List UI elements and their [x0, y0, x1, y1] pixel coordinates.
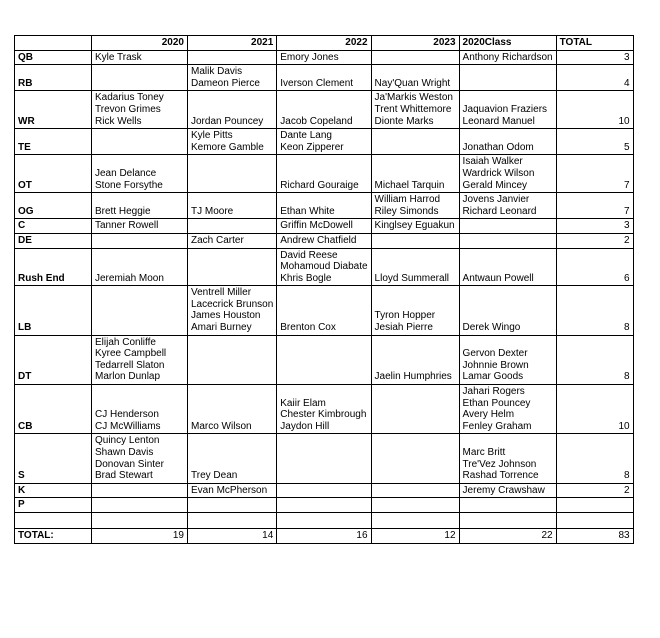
- player-cell: [371, 219, 459, 234]
- player-cell: [371, 286, 459, 335]
- player-name: Tre'Vez Johnson: [462, 458, 537, 470]
- row-total: 10: [556, 91, 633, 129]
- row-total: 3: [556, 50, 633, 65]
- total-2021: 14: [188, 528, 277, 543]
- table-row: [15, 193, 634, 219]
- player-cell: [92, 335, 188, 384]
- player-name: Jordan Pouncey: [191, 115, 264, 127]
- player-name: Jonathan Odom: [462, 141, 534, 153]
- totals-label: TOTAL:: [15, 528, 92, 543]
- player-cell: [459, 498, 556, 513]
- player-name: Iverson Clement: [280, 77, 354, 89]
- player-name: Marco Wilson: [191, 420, 252, 432]
- table-row: [15, 129, 634, 155]
- player-cell: [92, 219, 188, 234]
- player-cell: [277, 50, 371, 65]
- player-name: Nay'Quan Wright: [374, 77, 451, 89]
- player-name: Gerald Mincey: [462, 179, 528, 191]
- player-name: Brad Stewart: [95, 470, 153, 482]
- player-cell: [459, 434, 556, 483]
- player-cell: [459, 233, 556, 248]
- player-name: Dante Lang: [280, 130, 332, 142]
- player-cell: [459, 193, 556, 219]
- position-cell: CB: [15, 385, 92, 434]
- player-cell: [188, 129, 277, 155]
- total-2022: 16: [277, 528, 371, 543]
- player-name: Derek Wingo: [462, 322, 521, 334]
- table-row: [15, 385, 634, 434]
- row-total: [556, 498, 633, 513]
- header-row: [15, 36, 634, 51]
- position-cell: WR: [15, 91, 92, 129]
- player-cell: [277, 483, 371, 498]
- player-name: Jaydon Hill: [280, 420, 330, 432]
- position-cell: RB: [15, 65, 92, 91]
- position-cell: OG: [15, 193, 92, 219]
- player-cell: [371, 434, 459, 483]
- player-name: David Reese: [280, 249, 338, 261]
- player-cell: [188, 219, 277, 234]
- player-name: Gervon Dexter: [462, 348, 528, 360]
- player-cell: [277, 219, 371, 234]
- player-name: CJ Henderson: [95, 409, 159, 421]
- player-name: Andrew Chatfield: [280, 234, 357, 246]
- player-name: Kyle Trask: [95, 51, 142, 63]
- player-cell: [371, 248, 459, 286]
- row-total: 10: [556, 385, 633, 434]
- player-name: Anthony Richardson: [462, 51, 553, 63]
- player-cell: [188, 65, 277, 91]
- position-cell: OT: [15, 155, 92, 193]
- table-row: [15, 434, 634, 483]
- total-2020class: 22: [459, 528, 556, 543]
- player-cell: [92, 286, 188, 335]
- row-total: 8: [556, 434, 633, 483]
- player-cell: [188, 498, 277, 513]
- player-name: Kyle Pitts: [191, 130, 233, 142]
- player-cell: [188, 483, 277, 498]
- header-2022: 2022: [277, 36, 371, 51]
- player-name: Amari Burney: [191, 322, 252, 334]
- player-name: Kaiir Elam: [280, 397, 326, 409]
- table-row: [15, 498, 634, 513]
- player-name: Fenley Graham: [462, 420, 532, 432]
- player-cell: [371, 193, 459, 219]
- player-cell: [277, 385, 371, 434]
- player-name: Mohamoud Diabate: [280, 261, 368, 273]
- player-cell: [188, 385, 277, 434]
- player-cell: [459, 248, 556, 286]
- player-cell: [459, 91, 556, 129]
- total-grand: 83: [556, 528, 633, 543]
- player-name: Brenton Cox: [280, 322, 336, 334]
- player-cell: [277, 155, 371, 193]
- player-cell: [371, 233, 459, 248]
- spacer-row: [15, 512, 634, 528]
- table-row: [15, 248, 634, 286]
- player-name: Malik Davis: [191, 66, 243, 78]
- player-cell: [92, 50, 188, 65]
- row-total: 8: [556, 286, 633, 335]
- position-cell: Rush End: [15, 248, 92, 286]
- player-name: Richard Leonard: [462, 205, 537, 217]
- player-cell: [459, 385, 556, 434]
- player-cell: [188, 335, 277, 384]
- player-name: Jovens Janvier: [462, 194, 530, 206]
- player-cell: [188, 434, 277, 483]
- player-name: Evan McPherson: [191, 484, 268, 496]
- position-cell: DT: [15, 335, 92, 384]
- player-cell: [277, 129, 371, 155]
- player-name: Shawn Davis: [95, 447, 154, 458]
- player-cell: [277, 434, 371, 483]
- player-name: CJ McWilliams: [95, 420, 161, 432]
- player-name: Kemore Gamble: [191, 141, 264, 153]
- table-row: [15, 335, 634, 384]
- position-cell: DE: [15, 233, 92, 248]
- player-name: Marc Britt: [462, 447, 506, 458]
- player-name: Isaiah Walker: [462, 156, 523, 168]
- player-name: Jahari Rogers: [462, 386, 525, 398]
- player-cell: [92, 193, 188, 219]
- player-name: Jeremiah Moon: [95, 272, 164, 284]
- player-cell: [188, 248, 277, 286]
- player-cell: [459, 483, 556, 498]
- player-cell: [277, 248, 371, 286]
- player-name: Dionte Marks: [374, 115, 434, 127]
- player-name: Stone Forsythe: [95, 179, 163, 191]
- player-name: Lacecrick Brunson: [191, 298, 274, 310]
- table-row: [15, 233, 634, 248]
- player-name: Chester Kimbrough: [280, 409, 367, 421]
- player-cell: [277, 498, 371, 513]
- player-name: Jeremy Crawshaw: [462, 484, 545, 496]
- player-cell: [277, 65, 371, 91]
- position-cell: TE: [15, 129, 92, 155]
- player-name: Jaelin Humphries: [374, 371, 452, 383]
- player-name: Antwaun Powell: [462, 272, 534, 284]
- player-name: Jean Delance: [95, 167, 157, 179]
- row-total: 4: [556, 65, 633, 91]
- player-cell: [371, 65, 459, 91]
- player-name: Jesiah Pierre: [374, 322, 433, 334]
- row-total: 2: [556, 233, 633, 248]
- player-name: Ventrell Miller: [191, 287, 252, 299]
- player-name: Ethan White: [280, 205, 335, 217]
- player-cell: [371, 50, 459, 65]
- position-cell: S: [15, 434, 92, 483]
- player-cell: [371, 335, 459, 384]
- player-cell: [188, 233, 277, 248]
- player-name: Tanner Rowell: [95, 220, 159, 232]
- player-name: Leonard Manuel: [462, 115, 535, 127]
- player-cell: [92, 434, 188, 483]
- player-cell: [459, 219, 556, 234]
- player-cell: [188, 286, 277, 335]
- position-cell: C: [15, 219, 92, 234]
- player-cell: [371, 91, 459, 129]
- position-cell: P: [15, 498, 92, 513]
- player-name: Quincy Lenton: [95, 435, 160, 447]
- player-cell: [371, 483, 459, 498]
- player-name: Khris Bogle: [280, 272, 332, 284]
- player-name: Kinglsey Eguakun: [374, 220, 455, 232]
- player-name: TJ Moore: [191, 205, 234, 217]
- player-cell: [371, 385, 459, 434]
- player-name: Tyron Hopper: [374, 310, 436, 322]
- player-name: William Harrod: [374, 194, 441, 206]
- player-name: Trent Whittemore: [374, 103, 452, 115]
- player-name: Kyree Campbell: [95, 348, 167, 360]
- player-cell: [459, 155, 556, 193]
- table-row: [15, 483, 634, 498]
- player-cell: [188, 193, 277, 219]
- row-total: 8: [556, 335, 633, 384]
- table-row: [15, 91, 634, 129]
- player-name: Rick Wells: [95, 115, 142, 127]
- player-cell: [188, 155, 277, 193]
- player-name: Jaquavion Fraziers: [462, 103, 548, 115]
- player-name: Riley Simonds: [374, 205, 439, 217]
- roster-table: [14, 35, 634, 544]
- player-name: Emory Jones: [280, 51, 339, 63]
- player-name: Zach Carter: [191, 234, 244, 246]
- table-row: [15, 155, 634, 193]
- table-row: [15, 50, 634, 65]
- player-cell: [92, 498, 188, 513]
- player-cell: [92, 129, 188, 155]
- player-name: Michael Tarquin: [374, 179, 445, 191]
- totals-row: [15, 528, 634, 543]
- table-body: [15, 50, 634, 512]
- player-name: Avery Helm: [462, 409, 515, 421]
- position-cell: QB: [15, 50, 92, 65]
- player-name: Ethan Pouncey: [462, 397, 531, 409]
- player-cell: [92, 91, 188, 129]
- table-row: [15, 286, 634, 335]
- player-name: Trevon Grimes: [95, 103, 161, 115]
- row-total: 2: [556, 483, 633, 498]
- player-name: Tedarrell Slaton: [95, 359, 165, 371]
- header-2020: 2020: [92, 36, 188, 51]
- player-cell: [92, 65, 188, 91]
- player-name: Griffin McDowell: [280, 220, 353, 232]
- table-row: [15, 219, 634, 234]
- position-cell: LB: [15, 286, 92, 335]
- row-total: 7: [556, 193, 633, 219]
- player-cell: [277, 233, 371, 248]
- row-total: 6: [556, 248, 633, 286]
- player-cell: [92, 248, 188, 286]
- player-cell: [459, 286, 556, 335]
- player-cell: [277, 91, 371, 129]
- player-cell: [459, 335, 556, 384]
- player-name: Rashad Torrence: [462, 470, 539, 482]
- player-name: Wardrick Wilson: [462, 167, 535, 179]
- player-cell: [371, 155, 459, 193]
- player-name: Kadarius Toney: [95, 92, 164, 104]
- row-total: 5: [556, 129, 633, 155]
- header-2021: 2021: [188, 36, 277, 51]
- table-row: [15, 65, 634, 91]
- header-2023: 2023: [371, 36, 459, 51]
- row-total: 3: [556, 219, 633, 234]
- player-cell: [459, 65, 556, 91]
- player-name: Richard Gouraige: [280, 179, 359, 191]
- total-2020: 19: [92, 528, 188, 543]
- player-name: Keon Zipperer: [280, 141, 344, 153]
- player-cell: [188, 91, 277, 129]
- player-name: Donovan Sinter: [95, 458, 164, 470]
- player-name: Johnnie Brown: [462, 359, 529, 371]
- player-cell: [371, 129, 459, 155]
- player-name: Brett Heggie: [95, 205, 151, 217]
- player-name: Lamar Goods: [462, 371, 524, 383]
- header-2020class: 2020Class: [459, 36, 556, 51]
- player-cell: [277, 286, 371, 335]
- player-name: Marlon Dunlap: [95, 371, 161, 383]
- player-name: Dameon Pierce: [191, 77, 260, 89]
- player-cell: [92, 385, 188, 434]
- header-total: TOTAL: [556, 36, 633, 51]
- position-cell: K: [15, 483, 92, 498]
- player-name: Jacob Copeland: [280, 115, 353, 127]
- player-cell: [92, 483, 188, 498]
- total-2023: 12: [371, 528, 459, 543]
- player-cell: [92, 233, 188, 248]
- player-name: Trey Dean: [191, 470, 238, 482]
- player-cell: [459, 129, 556, 155]
- player-name: Elijah Conliffe: [95, 336, 156, 348]
- player-cell: [277, 335, 371, 384]
- player-name: Lloyd Summerall: [374, 272, 450, 284]
- player-name: James Houston: [191, 310, 261, 322]
- player-cell: [188, 50, 277, 65]
- header-position: [15, 36, 92, 51]
- player-name: Ja'Markis Weston: [374, 92, 453, 104]
- player-cell: [92, 155, 188, 193]
- player-cell: [277, 193, 371, 219]
- player-cell: [459, 50, 556, 65]
- player-cell: [371, 498, 459, 513]
- row-total: 7: [556, 155, 633, 193]
